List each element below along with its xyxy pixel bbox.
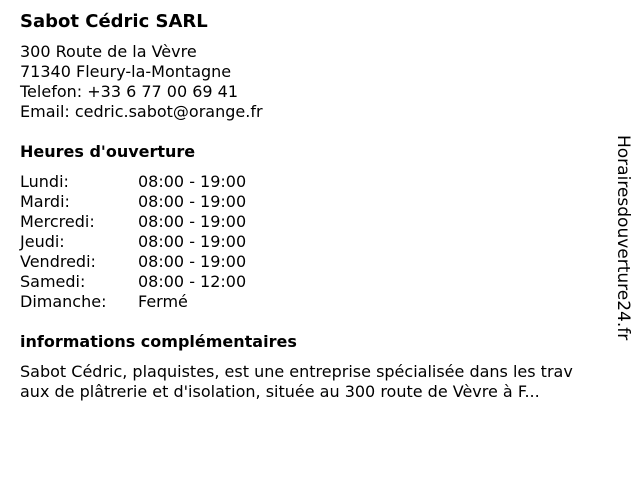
hours-day: Dimanche: <box>20 292 107 311</box>
hours-time: 08:00 - 19:00 <box>138 192 247 211</box>
hours-day: Vendredi: <box>20 252 96 271</box>
description-line: aux de plâtrerie et d'isolation, située au 300 route de Vèvre à F... <box>20 382 540 401</box>
hours-time: 08:00 - 19:00 <box>138 212 247 231</box>
hours-time: 08:00 - 19:00 <box>138 252 247 271</box>
hours-day: Mercredi: <box>20 212 95 231</box>
hours-row-saturday <box>20 272 600 292</box>
description-line: Sabot Cédric, plaquistes, est une entreprise spécialisée dans les trav <box>20 362 573 381</box>
email-address: Email: cedric.sabot@orange.fr <box>20 102 263 121</box>
hours-time: 08:00 - 19:00 <box>138 172 247 191</box>
business-description <box>20 362 620 402</box>
hours-row-sunday <box>20 292 600 312</box>
site-watermark: Horairesdouverture24.fr <box>613 135 633 341</box>
hours-time: 08:00 - 19:00 <box>138 232 247 251</box>
address-city: 71340 Fleury-la-Montagne <box>20 62 232 81</box>
phone-number: Telefon: +33 6 77 00 69 41 <box>20 82 239 101</box>
hours-row-tuesday <box>20 192 600 212</box>
hours-day: Samedi: <box>20 272 86 291</box>
address-street: 300 Route de la Vèvre <box>20 42 197 61</box>
business-name: Sabot Cédric SARL <box>20 11 208 32</box>
hours-day: Lundi: <box>20 172 69 191</box>
hours-day: Mardi: <box>20 192 70 211</box>
hours-row-friday <box>20 252 600 272</box>
hours-row-wednesday <box>20 212 600 232</box>
hours-time: Fermé <box>138 292 188 311</box>
additional-info-heading: informations complémentaires <box>20 332 297 351</box>
hours-day: Jeudi: <box>20 232 65 251</box>
opening-hours-heading: Heures d'ouverture <box>20 142 196 161</box>
hours-row-monday <box>20 172 600 192</box>
opening-hours-table <box>20 172 600 312</box>
business-card <box>20 10 600 402</box>
hours-time: 08:00 - 12:00 <box>138 272 247 291</box>
hours-row-thursday <box>20 232 600 252</box>
